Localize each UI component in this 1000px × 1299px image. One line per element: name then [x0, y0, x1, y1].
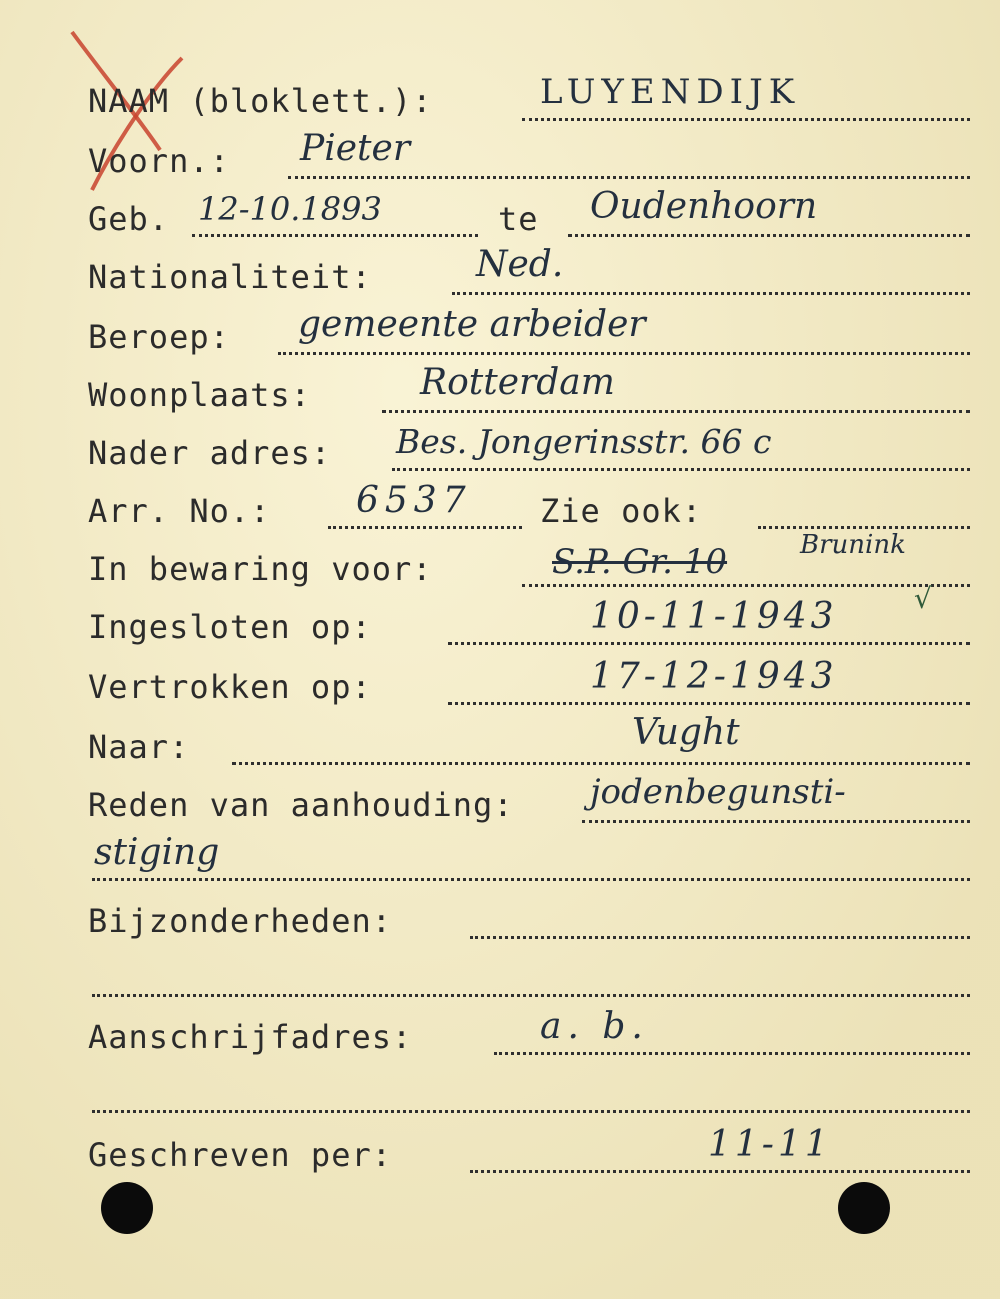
geschreven-per-line — [470, 1170, 970, 1173]
aanschrijfadres-line-1 — [494, 1052, 970, 1055]
reden-value-1: jodenbegunsti- — [590, 772, 846, 812]
zie-ook-line — [758, 526, 970, 529]
bijzonderheden-label: Bijzonderheden: — [88, 902, 392, 940]
te-label: te — [498, 200, 539, 238]
naam-line — [522, 118, 970, 121]
voorn-value: Pieter — [300, 128, 411, 169]
geb-label: Geb. — [88, 200, 170, 238]
arr-no-label: Arr. No.: — [88, 492, 271, 530]
aanschrijfadres-label: Aanschrijfadres: — [88, 1018, 413, 1056]
nader-adres-label: Nader adres: — [88, 434, 332, 472]
geschreven-per-label: Geschreven per: — [88, 1136, 392, 1174]
in-bewaring-added-value: Brunink — [800, 530, 906, 560]
bijzonderheden-line-2 — [92, 994, 970, 997]
in-bewaring-struck-value: S.P. Gr. 10 — [552, 542, 728, 582]
nationaliteit-line — [452, 292, 970, 295]
beroep-label: Beroep: — [88, 318, 230, 356]
ingesloten-label: Ingesloten op: — [88, 608, 372, 646]
nader-adres-value: Bes. Jongerinsstr. 66 c — [396, 422, 772, 461]
punch-hole-right — [838, 1182, 890, 1234]
arr-no-line — [328, 526, 522, 529]
nader-adres-line — [392, 468, 970, 471]
nationaliteit-value: Ned. — [476, 244, 564, 285]
naar-value: Vught — [632, 712, 740, 753]
beroep-value: gemeente arbeider — [298, 304, 646, 345]
zie-ook-label: Zie ook: — [540, 492, 703, 530]
nationaliteit-label: Nationaliteit: — [88, 258, 372, 296]
in-bewaring-line — [522, 584, 970, 587]
naam-label: NAAM (bloklett.): — [88, 82, 433, 120]
punch-hole-left — [101, 1182, 153, 1234]
naar-label: Naar: — [88, 728, 190, 766]
woonplaats-value: Rotterdam — [420, 362, 615, 403]
in-bewaring-label: In bewaring voor: — [88, 550, 433, 588]
geb-date-value: 12-10.1893 — [198, 190, 382, 228]
vertrokken-line — [448, 702, 970, 705]
reden-line-1 — [582, 820, 970, 823]
geschreven-per-value: 11-11 — [708, 1124, 832, 1165]
vertrokken-label: Vertrokken op: — [88, 668, 372, 706]
arr-no-value: 6537 — [356, 480, 472, 521]
aanschrijfadres-line-2 — [92, 1110, 970, 1113]
aanschrijfadres-value: a. b. — [540, 1006, 649, 1047]
naam-value: LUYENDIJK — [540, 72, 801, 112]
voorn-line — [288, 176, 970, 179]
check-mark: √ — [914, 582, 932, 615]
reden-line-2 — [92, 878, 970, 881]
voorn-label: Voorn.: — [88, 142, 230, 180]
woonplaats-line — [382, 410, 970, 413]
vertrokken-value: 17-12-1943 — [590, 656, 838, 697]
beroep-line — [278, 352, 970, 355]
ingesloten-line — [448, 642, 970, 645]
ingesloten-value: 10-11-1943 — [590, 596, 838, 637]
woonplaats-label: Woonplaats: — [88, 376, 311, 414]
naar-line — [232, 762, 970, 765]
geb-date-line — [192, 234, 478, 237]
reden-value-2: stiging — [94, 832, 220, 873]
geb-place-line — [568, 234, 970, 237]
geb-place-value: Oudenhoorn — [590, 186, 818, 227]
bijzonderheden-line-1 — [470, 936, 970, 939]
reden-label: Reden van aanhouding: — [88, 786, 514, 824]
